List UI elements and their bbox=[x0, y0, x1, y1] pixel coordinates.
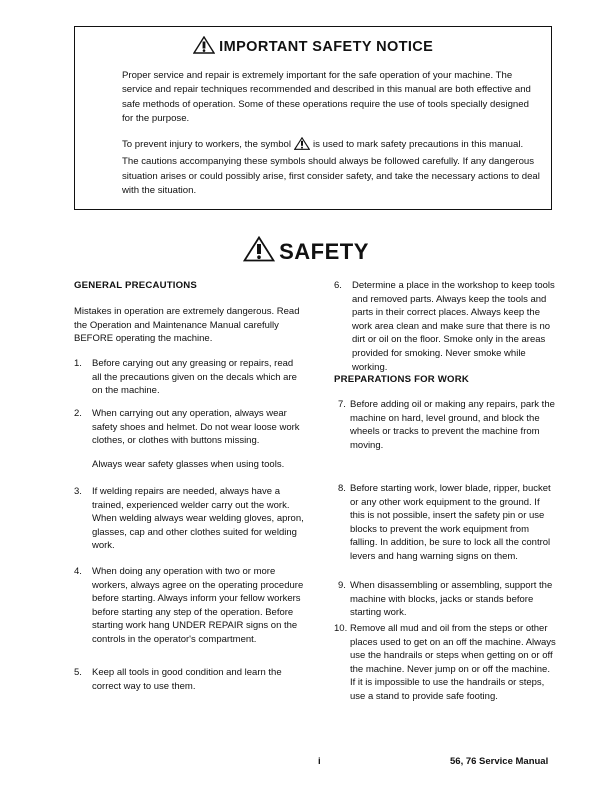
item-number: 10. bbox=[334, 623, 348, 634]
notice-title: IMPORTANT SAFETY NOTICE bbox=[219, 38, 434, 55]
item-number: 1. bbox=[74, 358, 82, 369]
item-text: Before starting work, lower blade, ripper, bucket or any other work equipment to the ground. If this is not possible, insert the safety pin or use blocks to prevent the work equipment from falling. In addition, be sure to lock all the control levers and hang warning signs on them. bbox=[350, 483, 551, 562]
item-text: Determine a place in the workshop to keep tools and removed parts. Always keep the tools and parts in their correct places. Always keep the work area clean and make sure that there is no dirt or oil on the floor. Smoke only in the areas provided for smoking. Never smoke while working. bbox=[352, 280, 555, 373]
preparations-heading: PREPARATIONS FOR WORK bbox=[334, 374, 469, 385]
general-intro: Mistakes in operation are extremely dangerous. Read the Operation and Maintenance Manual carefully BEFORE operating the machine. bbox=[74, 306, 300, 345]
item-number: 3. bbox=[74, 486, 82, 497]
general-precautions-heading: GENERAL PRECAUTIONS bbox=[74, 280, 198, 291]
safety-title: SAFETY bbox=[279, 239, 369, 264]
item-number: 4. bbox=[74, 566, 82, 577]
item-number: 6. bbox=[334, 280, 342, 291]
right-column bbox=[334, 0, 556, 792]
item-number: 2. bbox=[74, 408, 82, 419]
item-text: When disassembling or assembling, support the machine with blocks, jacks or stands before starting work. bbox=[350, 580, 553, 619]
item-number: 8. bbox=[338, 483, 346, 494]
item-text: If welding repairs are needed, always have a trained, experienced welder carry out the work. When welding always wear welding gloves, apron, glasses, cap and other clothes suited for welding work. bbox=[92, 486, 304, 552]
notice-paragraph-2-end: is used to mark safety precautions in this manual. The cautions accompanying these symbols should always be followed carefully. If any dangerous situation arises or could possibly arise, first consider safety, and take the necessary actions to deal with the situation. bbox=[122, 139, 540, 197]
item-text: Always wear safety glasses when using tools. bbox=[92, 459, 285, 470]
item-number: 7. bbox=[338, 399, 346, 410]
item-text: When doing any operation with two or more workers, always agree on the operating procedure before starting. Always inform your fellow workers before starting any step of the operation. Before starting work hang UNDER REPAIR signs on the controls in the operator's compartment. bbox=[92, 566, 304, 645]
left-column bbox=[74, 0, 304, 792]
item-text: Before carying out any greasing or repairs, read all the precautions given on the decals which are on the machine. bbox=[92, 358, 297, 397]
item-text: Keep all tools in good condition and learn the correct way to use them. bbox=[92, 667, 282, 692]
item-text: When carrying out any operation, always wear safety shoes and helmet. Do not wear loose work clothes, or clothes with buttons missing. bbox=[92, 408, 300, 447]
item-text: Before adding oil or making any repairs, park the machine on hard, level ground, and block the wheels or tracks to prevent the machine from moving. bbox=[350, 399, 555, 451]
notice-paragraph-1: Proper service and repair is extremely important for the safe operation of your machine. The service and repair techniques recommended and described in this manual are both effective and safe methods of operation. Some of these operations require the use of tools specially designed for the purpose. bbox=[122, 70, 531, 125]
item-number: 5. bbox=[74, 667, 82, 678]
page-number: i bbox=[318, 756, 321, 767]
manual-title: 56, 76 Service Manual bbox=[450, 756, 549, 767]
item-text: Remove all mud and oil from the steps or other places used to get on an off the machine. Always use the handrails or steps when getting on or off the machine. Never jump on or off the machine. If it is impossible to use the handrails or steps, use a stand to provide safe footing. bbox=[350, 623, 556, 702]
notice-paragraph-2-start: To prevent injury to workers, the symbol bbox=[122, 139, 292, 150]
item-number: 9. bbox=[338, 580, 346, 591]
